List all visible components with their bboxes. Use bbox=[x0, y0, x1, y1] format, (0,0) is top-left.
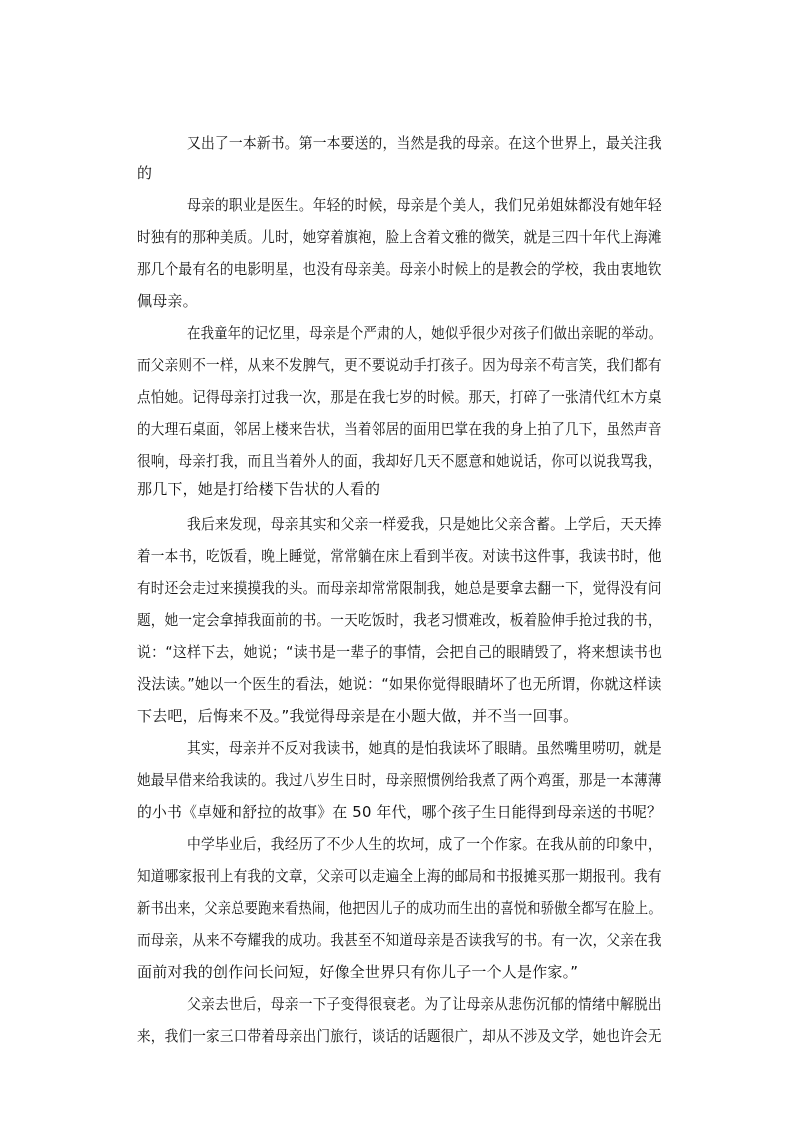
text-line: 时独有的那种美质。儿时，她穿着旗袍，脸上含着文雅的微笑，就是三四十年代上海滩 bbox=[137, 228, 662, 246]
text-line: 的小书《卓娅和舒拉的故事》在 50 年代，哪个孩子生日能得到母亲送的书呢？ bbox=[137, 803, 663, 821]
text-line: 知道哪家报刊上有我的文章，父亲可以走遍全上海的邮局和书报摊买那一期报刊。我有 bbox=[137, 867, 662, 885]
text-line: 她最早借来给我读的。我过八岁生日时，母亲照惯例给我煮了两个鸡蛋，那是一本薄薄 bbox=[137, 771, 662, 789]
text-line: 又出了一本新书。第一本要送的，当然是我的母亲。在这个世界上，最关注我 bbox=[187, 134, 662, 152]
text-line: 很响，母亲打我，而且当着外人的面，我却好几天不愿意和她说话，你可以说我骂我， bbox=[137, 452, 662, 470]
text-line: 父亲去世后，母亲一下子变得很衰老。为了让母亲从悲伤沉郁的情绪中解脱出 bbox=[187, 995, 662, 1013]
text-line: 我后来发现，母亲其实和父亲一样爱我，只是她比父亲含蓄。上学后，天天捧 bbox=[187, 515, 662, 533]
text-line: 说：“这样下去，她说；“读书是一辈子的事情，会把自己的眼睛毁了，将来想读书也 bbox=[137, 643, 663, 661]
text-line: 那几个最有名的电影明星，也没有母亲美。母亲小时候上的是教会的学校，我由衷地钦 bbox=[137, 260, 662, 278]
text-line: 而父亲则不一样，从来不发脾气，更不要说动手打孩子。因为母亲不苟言笑，我们都有 bbox=[137, 356, 662, 374]
text-line: 中学毕业后，我经历了不少人生的坎坷，成了一个作家。在我从前的印象中， bbox=[187, 835, 662, 853]
text-line: 来，我们一家三口带着母亲出门旅行，谈话的话题很广，却从不涉及文学，她也许会无 bbox=[137, 1027, 662, 1045]
text-line: 在我童年的记忆里，母亲是个严肃的人，她似乎很少对孩子们做出亲昵的举动。 bbox=[187, 324, 663, 342]
text-line: 的 bbox=[137, 164, 153, 182]
text-line: 下去吧，后悔来不及。”我觉得母亲是在小题大做，并不当一回事。 bbox=[137, 707, 579, 725]
text-line: 佩母亲。 bbox=[137, 292, 198, 310]
text-line: 点怕她。记得母亲打过我一次，那是在我七岁的时候。那天，打碎了一张清代红木方桌 bbox=[137, 388, 662, 406]
text-line: 而母亲，从来不夸耀我的成功。我甚至不知道母亲是否读我写的书。有一次，父亲在我 bbox=[137, 931, 662, 949]
text-line: 那几下，她是打给楼下告状的人看的 bbox=[137, 480, 381, 498]
text-line: 其实，母亲并不反对我读书，她真的是怕我读坏了眼睛。虽然嘴里唠叨，就是 bbox=[187, 739, 662, 757]
text-line: 有时还会走过来摸摸我的头。而母亲却常常限制我，她总是要拿去翻一下，觉得没有问 bbox=[137, 579, 662, 597]
text-line: 着一本书，吃饭看，晚上睡觉，常常躺在床上看到半夜。对读书这件事，我读书时，他 bbox=[137, 547, 662, 565]
text-line: 没法读。”她以一个医生的看法，她说：“如果你觉得眼睛坏了也无所谓，你就这样读 bbox=[137, 675, 662, 693]
text-line: 面前对我的创作问长问短，好像全世界只有你儿子一个人是作家。” bbox=[137, 963, 579, 981]
text-line: 的大理石桌面，邻居上楼来告状，当着邻居的面用巴掌在我的身上拍了几下，虽然声音 bbox=[137, 420, 662, 438]
text-line: 新书出来，父亲总要跑来看热闹，他把因儿子的成功而生出的喜悦和骄傲全都写在脸上。 bbox=[137, 899, 662, 917]
text-line: 题，她一定会拿掉我面前的书。一天吃饭时，我老习惯难改，板着脸伸手抢过我的书， bbox=[137, 611, 662, 629]
text-line: 母亲的职业是医生。年轻的时候，母亲是个美人，我们兄弟姐妹都没有她年轻 bbox=[187, 196, 662, 214]
